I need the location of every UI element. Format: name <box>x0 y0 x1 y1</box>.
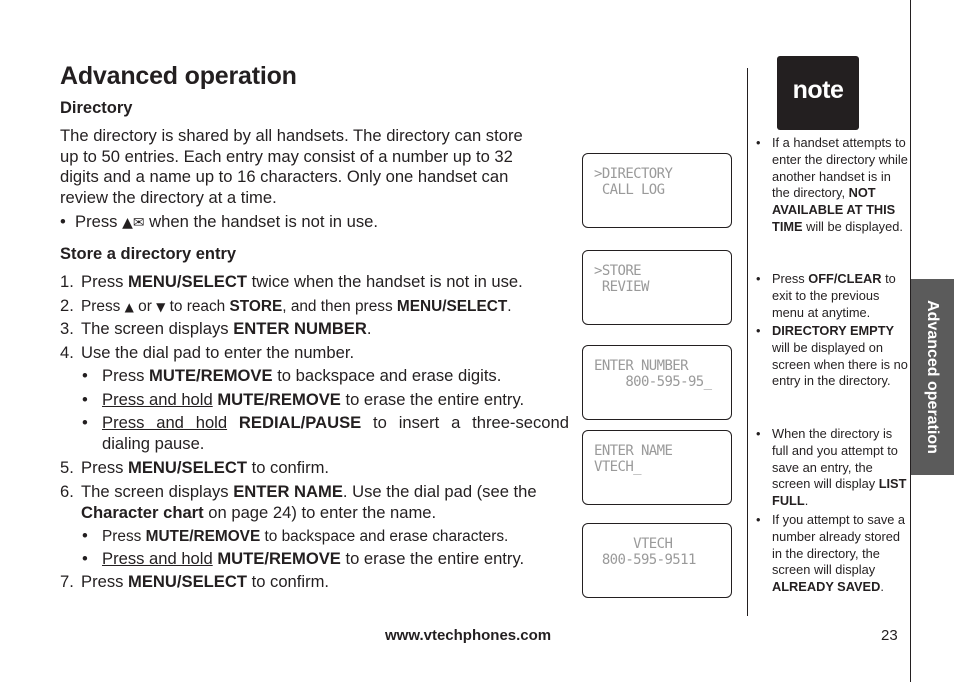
step-text: . <box>366 319 372 338</box>
step-7 <box>60 571 572 592</box>
key-name: MENU/SELECT <box>128 458 247 477</box>
step-6 <box>60 481 572 523</box>
bullet-text: to backspace and erase characters. <box>260 528 509 545</box>
note-text: If a handset attempts to enter the directory while another handset is in the directory, <box>772 135 908 201</box>
step-number: 1. <box>60 272 74 291</box>
key-name: MUTE/REMOVE <box>149 366 273 385</box>
bullet-text: Press and hold <box>102 413 228 432</box>
footer-url: www.vtechphones.com <box>385 627 552 644</box>
bullet-text: to erase the entire entry. <box>340 390 525 409</box>
bullet-dot: • <box>756 512 761 527</box>
lcd-line: >STORE <box>594 263 641 279</box>
screen-text: DIRECTORY EMPTY <box>772 323 895 338</box>
step-text: on page 24) to enter the name. <box>203 503 437 522</box>
step-4-bullet <box>82 389 572 410</box>
intro-line: up to 50 entries. Each entry may consist of a number up to 32 <box>60 146 513 166</box>
bullet-dot: • <box>756 271 761 286</box>
note-item <box>756 323 908 390</box>
side-tab-label: Advanced operation <box>924 300 941 454</box>
step-1 <box>60 271 572 292</box>
up-arrow-icon: ▲ <box>124 300 134 314</box>
step-text: to confirm. <box>246 572 330 591</box>
down-arrow-icon: ▼ <box>156 300 166 314</box>
bullet-dot: • <box>82 526 88 545</box>
lcd-line: ENTER NUMBER <box>594 358 688 374</box>
lcd-screen-saved-entry <box>582 523 732 598</box>
step-number: 6. <box>60 482 74 501</box>
directory-key-icon: ▲✉ <box>122 215 145 231</box>
directory-intro <box>60 126 572 208</box>
note-item <box>756 135 908 236</box>
section-heading-store: Store a directory entry <box>60 245 237 263</box>
key-name: MENU/SELECT <box>128 572 247 591</box>
step-text: to confirm. <box>246 458 330 477</box>
step-number: 4. <box>60 343 74 362</box>
menu-name: STORE <box>229 298 283 315</box>
bullet-dot: • <box>82 366 88 385</box>
bullet-text: to insert a three-second dialing pause. <box>102 413 569 453</box>
note-text: Press <box>772 271 809 286</box>
bullet-dot: • <box>82 549 88 568</box>
note-item <box>756 426 908 510</box>
step-text: , and then press <box>282 298 397 315</box>
key-name: REDIAL/PAUSE <box>238 413 362 432</box>
page-number: 23 <box>881 627 898 644</box>
step-text: Use the dial pad to enter the number. <box>81 343 355 362</box>
step-text: twice when the handset is not in use. <box>246 272 523 291</box>
step-4-bullet <box>82 412 572 454</box>
lcd-line: CALL LOG <box>594 182 665 198</box>
bullet-text: to backspace and erase digits. <box>272 366 502 385</box>
step-text: The screen displays <box>81 482 234 501</box>
key-name: OFF/CLEAR <box>808 271 882 286</box>
screen-text: ENTER NUMBER <box>233 319 367 338</box>
intro-line: review the directory at a time. <box>60 187 277 207</box>
step-text: Press <box>81 298 125 315</box>
step-6-bullet <box>82 525 572 547</box>
character-chart-reference: Character chart <box>81 503 204 522</box>
key-name: MENU/SELECT <box>128 272 247 291</box>
step-4 <box>60 342 572 363</box>
screen-text: LIST FULL <box>772 476 907 509</box>
step-6-bullet <box>82 548 572 569</box>
step-5 <box>60 457 572 478</box>
step-text: . <box>507 298 512 315</box>
key-name: MUTE/REMOVE <box>217 390 341 409</box>
lcd-screen-store <box>582 250 732 325</box>
note-text: . <box>804 493 809 509</box>
step-text: . Use the dial pad (see the <box>342 482 537 501</box>
note-text: If you attempt to save a number already stored in the directory, the screen will display <box>772 512 906 578</box>
lcd-screen-enter-number <box>582 345 732 420</box>
bullet-text: to erase the entire entry. <box>340 549 525 568</box>
step-text: to reach <box>165 298 230 315</box>
key-name: MENU/SELECT <box>396 298 508 315</box>
step-number: 5. <box>60 458 74 477</box>
note-divider <box>747 68 748 616</box>
bullet-dot: • <box>756 135 761 150</box>
bullet-text: Press and hold <box>102 390 213 409</box>
step-text: The screen displays <box>81 319 234 338</box>
note-badge-label: note <box>792 76 844 104</box>
bullet-dot: • <box>82 413 88 432</box>
bullet-text: Press <box>102 528 146 545</box>
note-text: will be displayed on screen when there is no entry in the directory. <box>772 339 908 389</box>
lcd-line: REVIEW <box>594 279 649 295</box>
side-tab <box>911 279 954 475</box>
screen-text: ENTER NAME <box>233 482 343 501</box>
note-text: to exit to the previous menu at anytime. <box>772 271 896 320</box>
lcd-screen-directory <box>582 153 732 228</box>
note-text: . <box>880 579 884 595</box>
bullet-text: Press <box>102 366 150 385</box>
directory-bullet <box>60 211 572 234</box>
bullet-dot: • <box>756 426 761 441</box>
bullet-text: when the handset is not in use. <box>144 212 378 231</box>
screen-text: ALREADY SAVED <box>772 579 881 595</box>
note-badge <box>777 56 859 130</box>
lcd-line: ENTER NAME <box>594 443 673 459</box>
bullet-text: Press <box>75 212 123 231</box>
lcd-line: 800-595-95_ <box>594 374 712 390</box>
bullet-text: Press and hold <box>102 549 213 568</box>
step-4-bullet <box>82 365 572 386</box>
bullet-dot: • <box>756 323 761 338</box>
step-text: Press <box>81 458 129 477</box>
note-text: will be displayed. <box>802 218 903 234</box>
step-3 <box>60 318 572 339</box>
step-number: 2. <box>60 296 74 315</box>
section-heading-directory: Directory <box>60 99 133 117</box>
lcd-line: VTECH_ <box>594 459 641 475</box>
lcd-line: 800-595-9511 <box>594 552 696 568</box>
note-text: When the directory is full and you attempt to save an entry, the screen will display <box>772 426 898 492</box>
bullet-dot: • <box>60 212 76 231</box>
lcd-screen-enter-name <box>582 430 732 505</box>
step-text: or <box>133 298 157 315</box>
lcd-line: VTECH <box>594 536 673 552</box>
step-text: Press <box>81 572 129 591</box>
intro-line: The directory is shared by all handsets. The directory can store <box>60 126 523 145</box>
intro-line: digits and a name up to 16 characters. Only one handset can <box>60 167 509 186</box>
lcd-line: >DIRECTORY <box>594 166 673 182</box>
screen-text: NOT AVAILABLE AT THIS TIME <box>772 185 896 234</box>
step-2 <box>60 295 572 318</box>
key-name: MUTE/REMOVE <box>217 549 341 568</box>
note-item <box>756 512 908 596</box>
step-text: Press <box>81 272 129 291</box>
note-item <box>756 271 908 321</box>
key-name: MUTE/REMOVE <box>145 528 261 545</box>
page-title: Advanced operation <box>60 62 297 90</box>
step-number: 7. <box>60 572 74 591</box>
step-number: 3. <box>60 319 74 338</box>
bullet-dot: • <box>82 390 88 409</box>
